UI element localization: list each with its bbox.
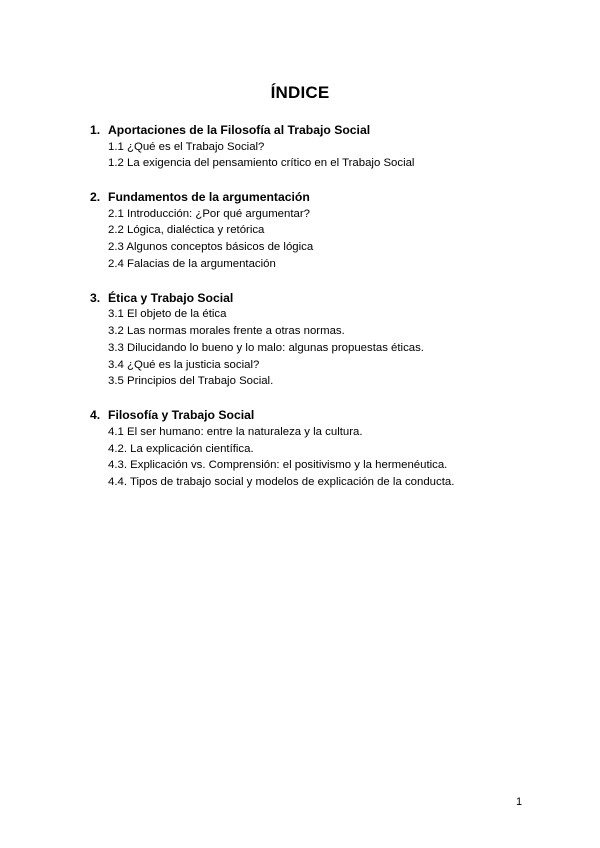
subsection-item: 2.2 Lógica, dialéctica y retórica xyxy=(108,224,265,237)
subsection-item: 3.4 ¿Qué es la justicia social? xyxy=(108,358,260,371)
toc-section-2 xyxy=(90,189,560,273)
section-number: 4. xyxy=(90,408,101,423)
section-heading xyxy=(90,122,560,139)
section-number: 2. xyxy=(90,190,101,205)
subsection-item: 4.4. Tipos de trabajo social y modelos de explicación de la conducta. xyxy=(108,476,455,489)
subsection-item: 2.3 Algunos conceptos básicos de lógica xyxy=(108,241,314,254)
section-number: 3. xyxy=(90,290,101,305)
subsection-item: 3.5 Principios del Trabajo Social. xyxy=(108,375,274,388)
page-number: 1 xyxy=(516,796,523,808)
subsection-item: 1.2 La exigencia del pensamiento crítico en el Trabajo Social xyxy=(108,157,415,170)
subsection-item: 3.2 Las normas morales frente a otras normas. xyxy=(108,325,345,338)
subsection-list xyxy=(90,139,560,173)
subsection-item: 3.1 El objeto de la ética xyxy=(108,308,227,321)
section-title: Fundamentos de la argumentación xyxy=(108,190,310,205)
table-of-contents xyxy=(90,122,560,508)
section-heading xyxy=(90,290,560,307)
section-title: Filosofía y Trabajo Social xyxy=(108,408,255,423)
subsection-list xyxy=(90,424,560,491)
toc-section-3 xyxy=(90,290,560,390)
subsection-item: 4.3. Explicación vs. Comprensión: el positivismo y la hermenéutica. xyxy=(108,459,448,472)
toc-section-1 xyxy=(90,122,560,172)
subsection-item: 2.4 Falacias de la argumentación xyxy=(108,257,276,270)
section-title: Ética y Trabajo Social xyxy=(108,290,234,305)
subsection-list xyxy=(90,206,560,273)
section-heading xyxy=(90,407,560,424)
subsection-item: 4.1 El ser humano: entre la naturaleza y la cultura. xyxy=(108,425,363,438)
section-title: Aportaciones de la Filosofía al Trabajo Social xyxy=(108,123,371,137)
toc-section-4 xyxy=(90,407,560,491)
section-number: 1. xyxy=(90,123,101,137)
subsection-item: 3.3 Dilucidando lo bueno y lo malo: algunas propuestas éticas. xyxy=(108,341,424,354)
subsection-item: 1.1 ¿Qué es el Trabajo Social? xyxy=(108,140,265,153)
subsection-list xyxy=(90,306,560,390)
subsection-item: 4.2. La explicación científica. xyxy=(108,442,254,455)
subsection-item: 2.1 Introducción: ¿Por qué argumentar? xyxy=(108,207,310,220)
page-title: ÍNDICE xyxy=(270,83,330,103)
section-heading xyxy=(90,189,560,206)
